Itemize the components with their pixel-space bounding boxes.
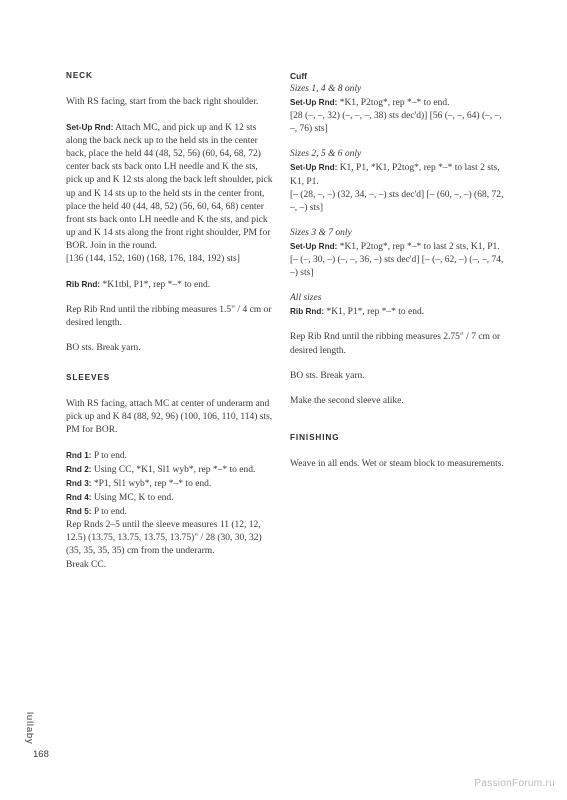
cuff-setup-round bbox=[290, 161, 505, 188]
round-label: Rnd 2: bbox=[66, 464, 92, 474]
sleeves-heading: SLEEVES bbox=[66, 372, 111, 382]
cuff-setup-round bbox=[290, 96, 505, 110]
cuff-rib-round bbox=[290, 305, 505, 319]
cuff-bind-off: BO sts. Break yarn. bbox=[290, 370, 365, 381]
neck-repeat: Rep Rib Rnd until the ribbing measures 1.5" / 4 cm or desired length. bbox=[66, 305, 272, 329]
right-column bbox=[290, 70, 505, 483]
neck-rib-label: Rib Rnd: bbox=[66, 280, 101, 290]
sleeve-round-1 bbox=[66, 449, 274, 463]
round-label: Rnd 5: bbox=[66, 507, 92, 517]
neck-heading: NECK bbox=[66, 71, 93, 80]
setup-label: Set-Up Rnd: bbox=[290, 241, 338, 251]
setup-text: *K1, P2tog*, rep *–* to end. bbox=[337, 98, 450, 109]
cuff-group-title: Sizes 1, 4 & 8 only bbox=[290, 84, 362, 94]
setup-text: *K1, P2tog*, rep *–* to last 2 sts, K1, P1. bbox=[337, 241, 500, 252]
neck-setup-count: [136 (144, 152, 160) (168, 176, 184, 192) sts] bbox=[66, 254, 240, 265]
sleeve-round-4 bbox=[66, 491, 274, 505]
side-label-text: lullaby bbox=[24, 712, 35, 745]
neck-setup-text: Attach MC, and pick up and K 12 sts along the back neck up to the held sts in the center back, place the held 44 (48, 52, 56) (60, 64, 68, 72) center back sts back onto LH needle and K the sts, pick up and K 12 sts along the back left shoulder, pick up and K 14 sts up to the held sts in the center front, place the held 40 (44, 48, 52) (56, 60, 64, 68) center front sts back onto LH needle and K the sts, and pick up and K 14 sts along the front right shoulder, PM for BOR. Join in the round. bbox=[66, 123, 273, 251]
neck-rib-text: *K1tbl, P1*, rep *–* to end. bbox=[100, 280, 211, 291]
round-text: Using MC, K to end. bbox=[91, 493, 174, 504]
finishing-text: Weave in all ends. Wet or steam block to measurements. bbox=[290, 458, 504, 469]
rib-label: Rib Rnd: bbox=[290, 307, 325, 317]
round-label: Rnd 1: bbox=[66, 450, 92, 460]
setup-label: Set-Up Rnd: bbox=[290, 98, 338, 108]
sleeve-round-2 bbox=[66, 463, 274, 477]
setup-label: Set-Up Rnd: bbox=[290, 163, 338, 173]
round-text: P to end. bbox=[91, 507, 128, 518]
neck-bind-off: BO sts. Break yarn. bbox=[66, 343, 141, 354]
cuff-setup-round bbox=[290, 240, 505, 254]
cuff-setup-count: [– (–, 30, –) (–, –, 36, –) sts dec'd] [– (–, 62, –) (–, –, 74, –) sts] bbox=[290, 255, 504, 279]
neck-setup-label: Set-Up Rnd: bbox=[66, 123, 114, 133]
round-text: *P1, Sl1 wyb*, rep *–* to end. bbox=[91, 478, 212, 489]
cuff-group-title: All sizes bbox=[290, 293, 322, 304]
neck-rib-round bbox=[66, 278, 274, 292]
cuff-group-title: Sizes 2, 5 & 6 only bbox=[290, 149, 362, 160]
round-label: Rnd 4: bbox=[66, 493, 92, 503]
cuff-repeat: Rep Rib Rnd until the ribbing measures 2.75" / 7 cm or desired length. bbox=[290, 332, 501, 356]
neck-setup-round bbox=[66, 121, 274, 253]
sleeve-round-5 bbox=[66, 505, 274, 519]
cuff-group-title: Sizes 3 & 7 only bbox=[290, 227, 352, 238]
sleeves-intro: With RS facing, attach MC at center of underarm and pick up and K 84 (88, 92, 96) (100, 106, 110, 114) sts, PM for BOR. bbox=[66, 398, 273, 435]
rib-text: *K1, P1*, rep *–* to end. bbox=[324, 307, 425, 318]
side-running-title bbox=[19, 684, 49, 745]
sleeve-round-3 bbox=[66, 477, 274, 491]
round-text: P to end. bbox=[91, 450, 128, 461]
page-number: 168 bbox=[33, 749, 49, 760]
cuff-heading: Cuff bbox=[290, 71, 307, 81]
round-label: Rnd 3: bbox=[66, 478, 92, 488]
watermark: PassionForum.ru bbox=[474, 778, 555, 789]
setup-text: K1, P1, *K1, P2tog*, rep *–* to last 2 sts, K1, P1. bbox=[290, 163, 500, 187]
cuff-setup-count: [28 (–, –, 32) (–, –, –, 38) sts dec'd)] [56 (–, –, 64) (–, –, –, 76) sts] bbox=[290, 111, 502, 135]
finishing-heading: FINISHING bbox=[290, 432, 340, 442]
neck-intro: With RS facing, start from the back right shoulder. bbox=[66, 97, 259, 107]
round-text: Using CC, *K1, Sl1 wyb*, rep *–* to end. bbox=[91, 464, 256, 475]
cuff-setup-count: [– (28, –, –) (32, 34, –, –) sts dec'd] [– (60, –, –) (68, 72, –, –) sts] bbox=[290, 189, 504, 213]
cuff-second-sleeve: Make the second sleeve alike. bbox=[290, 395, 404, 406]
sleeves-repeat: Rep Rnds 2–5 until the sleeve measures 11 (12, 12, 12.5) (13.75, 13.75, 13.75, 13.75)" / 28 (30, 30, 32) (35, 35, 35, 35) cm from the underarm. bbox=[66, 520, 262, 557]
sleeves-break: Break CC. bbox=[66, 559, 107, 570]
left-column bbox=[66, 70, 274, 572]
